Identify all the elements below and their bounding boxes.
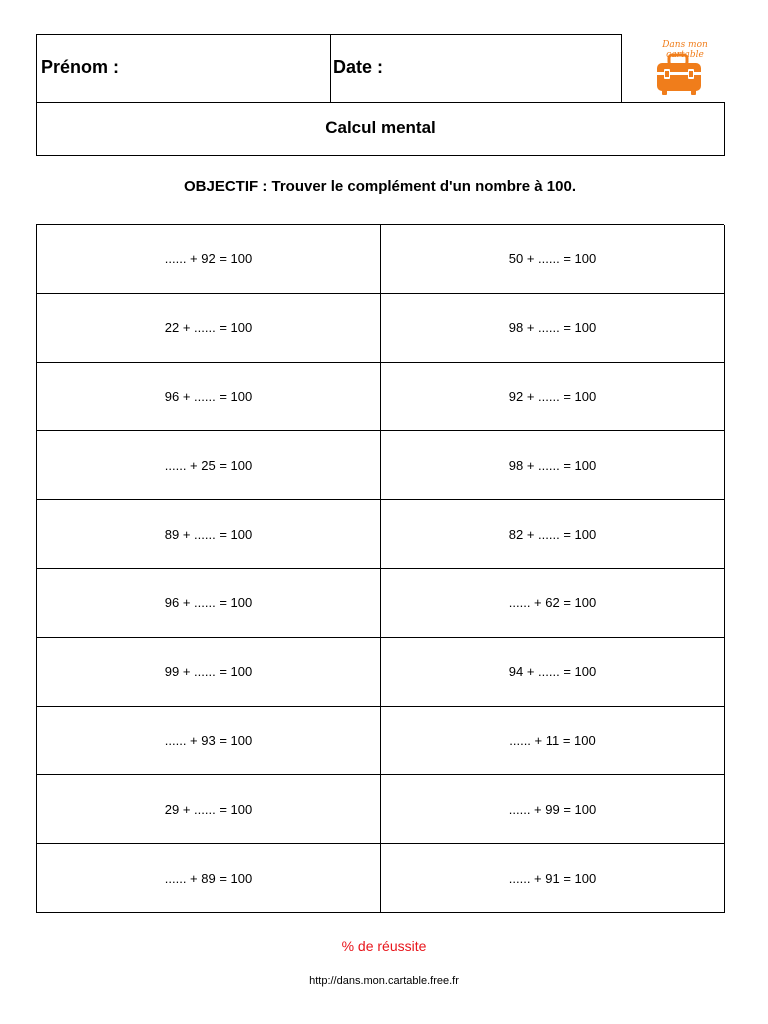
exercise-cell: ...... + 92 = 100 [37,225,381,294]
briefcase-icon [653,52,705,98]
title-box [36,102,725,156]
exercise-cell: ...... + 93 = 100 [37,707,381,776]
page-title: Calcul mental [325,118,436,137]
exercise-cell: 22 + ...... = 100 [37,294,381,363]
date-cell[interactable] [329,34,622,103]
logo [639,34,724,102]
footer-url: http://dans.mon.cartable.free.fr [309,975,459,987]
exercise-cell: 50 + ...... = 100 [381,225,725,294]
exercise-cell: 29 + ...... = 100 [37,775,381,844]
exercise-cell: ...... + 91 = 100 [381,844,725,913]
exercise-cell: 98 + ...... = 100 [381,431,725,500]
exercise-cell: ...... + 62 = 100 [381,569,725,638]
objective-text: OBJECTIF : Trouver le complément d'un nombre à 100. [184,178,576,195]
exercise-cell: ...... + 11 = 100 [381,707,725,776]
exercise-cell: 89 + ...... = 100 [37,500,381,569]
exercise-cell: 96 + ...... = 100 [37,569,381,638]
exercise-cell: 94 + ...... = 100 [381,638,725,707]
exercise-cell: ...... + 25 = 100 [37,431,381,500]
exercise-cell: 82 + ...... = 100 [381,500,725,569]
date-label: Date : [333,57,384,77]
exercise-grid [36,224,724,913]
exercise-cell: ...... + 89 = 100 [37,844,381,913]
exercise-cell: ...... + 99 = 100 [381,775,725,844]
header-row [36,34,724,102]
exercise-cell: 92 + ...... = 100 [381,363,725,432]
logo-text: Dans mon cartable [662,40,708,60]
prenom-cell[interactable] [36,34,331,103]
success-rate-label: % de réussite [341,938,427,954]
exercise-cell: 98 + ...... = 100 [381,294,725,363]
prenom-label: Prénom : [41,57,120,77]
exercise-cell: 96 + ...... = 100 [37,363,381,432]
exercise-cell: 99 + ...... = 100 [37,638,381,707]
